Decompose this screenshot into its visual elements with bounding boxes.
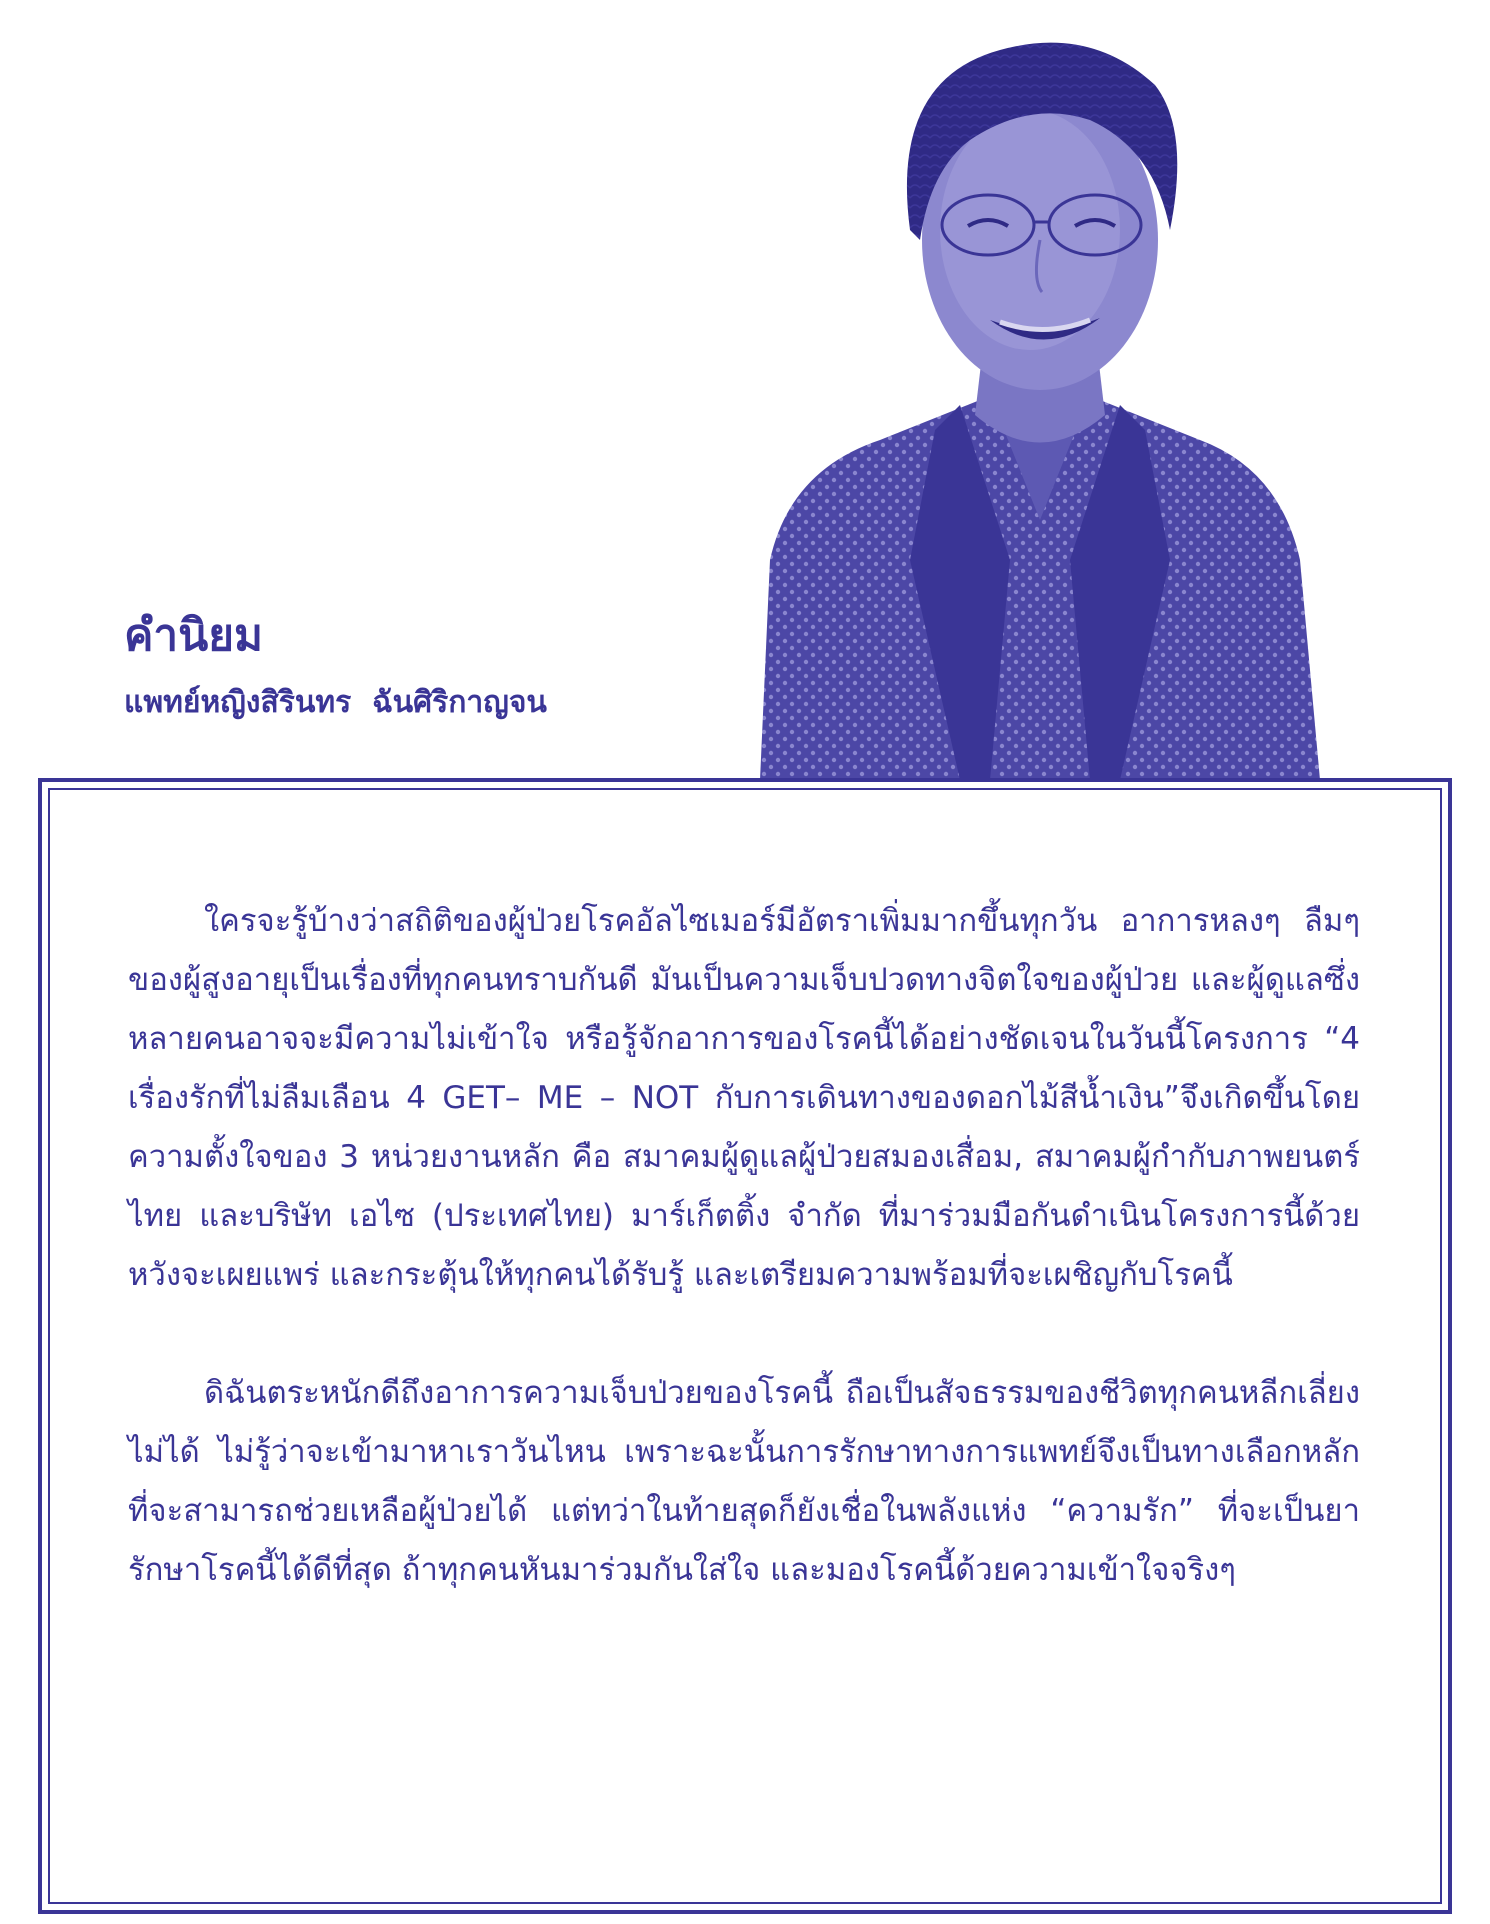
author-name: แพทย์หญิงสิรินทร ฉันศิริกาญจน [124, 685, 547, 720]
body-text [128, 892, 1360, 1600]
paragraph-1: ใครจะรู้บ้างว่าสถิติของผู้ป่วยโรคอัลไซเมอร์มีอัตราเพิ่มมากขึ้นทุกวัน อาการหลงๆ ลืมๆ ของผู้สูงอายุเป็นเรื่องที่ทุกคนทราบกันดี มันเป็นความเจ็บปวดทางจิตใจของผู้ป่วย และผู้ดูแลซึ่งหลายคนอาจจะมีความไม่เข้าใจ หรือรู้จักอาการของโรคนี้ได้อย่างชัดเจนในวันนี้โครงการ “4 เรื่องรักที่ไม่ลืมเลือน 4 GET– ME – NOT กับการเดินทางของดอกไม้สีน้ำเงิน”จึงเกิดขึ้นโดยความตั้งใจของ 3 หน่วยงานหลัก คือ สมาคมผู้ดูแลผู้ป่วยสมองเสื่อม, สมาคมผู้กำกับภาพยนตร์ไทย และบริษัท เอไซ (ประเทศไทย) มาร์เก็ตติ้ง จำกัด ที่มาร่วมมือกันดำเนินโครงการนี้ด้วยหวังจะเผยแพร่ และกระตุ้นให้ทุกคนได้รับรู้ และเตรียมความพร้อมที่จะเผชิญกับโรคนี้ [128, 903, 1360, 1293]
page-title: คำนิยม [124, 610, 264, 661]
portrait-photo [760, 0, 1320, 780]
text-frame [38, 778, 1452, 1914]
paragraph-2: ดิฉันตระหนักดีถึงอาการความเจ็บป่วยของโรคนี้ ถือเป็นสัจธรรมของชีวิตทุกคนหลีกเลี่ยงไม่ได้ ไม่รู้ว่าจะเข้ามาหาเราวันไหน เพราะฉะนั้นการรักษาทางการแพทย์จึงเป็นทางเลือกหลักที่จะสามารถช่วยเหลือผู้ป่วยได้ แต่ทว่าในท้ายสุดก็ยังเชื่อในพลังแห่ง “ความรัก” ที่จะเป็นยารักษาโรคนี้ได้ดีที่สุด ถ้าทุกคนหันมาร่วมกันใส่ใจ และมองโรคนี้ด้วยความเข้าใจจริงๆ [128, 1375, 1360, 1588]
